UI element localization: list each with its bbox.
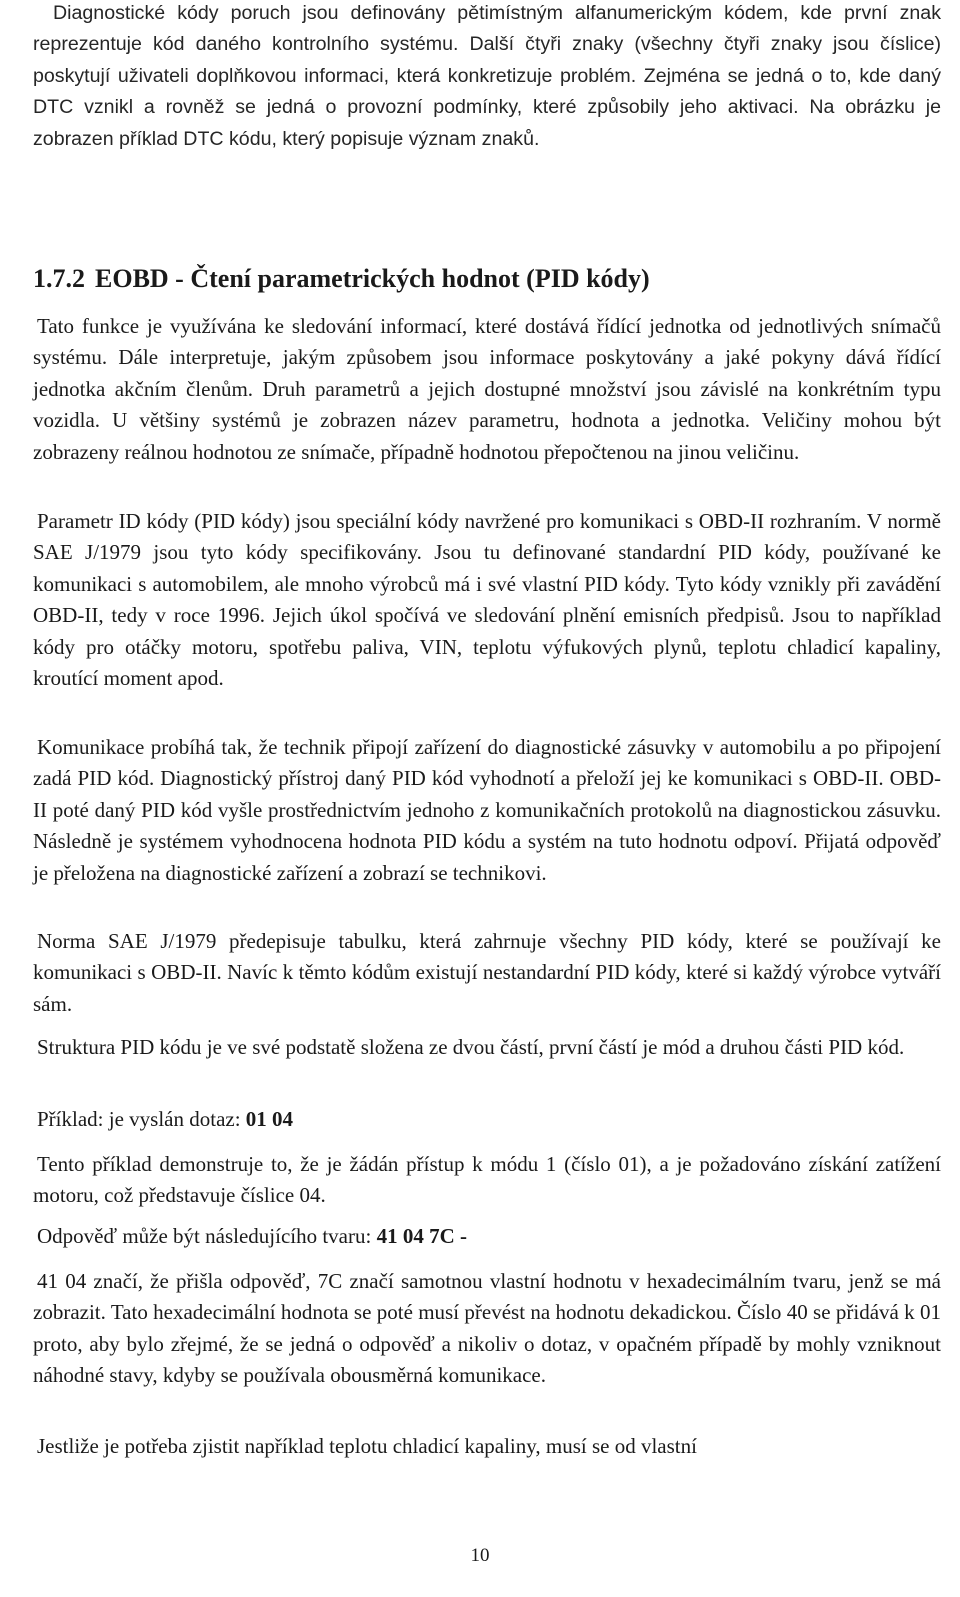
paragraph-coolant: Jestliže je potřeba zjistit například teplotu chladicí kapaliny, musí se od vlastní [37,1434,697,1458]
paragraph-response-explanation: 41 04 značí, že přišla odpověď, 7C značí samotnou vlastní hodnotu v hexadecimálním tvaru, jenž se má zobrazit. Tato hexadecimální hodnota se poté musí převést na hodnotu dekadickou. Číslo 40 se přidává k 01 proto, aby bylo zřejmé, že se jedná o odpověď a nikoliv o dotaz, v opačném případě by mohly vzniknout náhodné stavy, kdyby se používala obousměrná komunikace. [33,1269,941,1388]
page-number: 10 [470,1545,490,1566]
paragraph-standard: Norma SAE J/1979 předepisuje tabulku, která zahrnuje všechny PID kódy, které se používají ke komunikaci s OBD-II. Navíc k těmto kódům existují nestandardní PID kódy, které si každý výrobce vytváří sám. [33,929,941,1016]
paragraph-structure: Struktura PID kódu je ve své podstatě složena ze dvou částí, první částí je mód a druhou části PID kód. [37,1035,905,1059]
response-code: 41 04 7C - [376,1224,468,1248]
paragraph-function: Tato funkce je využívána ke sledování informací, které dostává řídící jednotka od jednotlivých snímačů systému. Dále interpretuje, jakým způsobem jsou informace poskytovány a jaké pokyny dává řídící jednotka akčním členům. Druh parametrů a jejich dostupné množství jsou závislé na konkrétním typu vozidla. U většiny systémů je zobrazen název parametru, hodnota a jednotka. Veličiny mohou být zobrazeny reálnou hodnotou ze snímače, případně hodnotou přepočtenou na jinou veličinu. [33,314,941,464]
section-number: 1.7.2 [33,264,85,293]
example-query-code: 01 04 [245,1107,294,1131]
intro-paragraph: Diagnostické kódy poruch jsou definovány pětimístným alfanumerickým kódem, kde první znak reprezentuje kód daného kontrolního systému. Další čtyři znaky (všechny čtyři znaky jsou číslice) poskytují uživateli doplňkovou informaci, která konkretizuje problém. Zejména se jedná o to, kde daný DTC vznikl a rovněž se jedná o provozní podmínky, které způsobily jeho aktivaci. Na obrázku je zobrazen příklad DTC kódu, který popisuje význam znaků. [33,2,941,150]
paragraph-pid-definition: Parametr ID kódy (PID kódy) jsou speciální kódy navržené pro komunikaci s OBD-II rozhraním. V normě SAE J/1979 jsou tyto kódy specifikovány. Jsou tu definované standardní PID kódy, používané ke komunikaci s automobilem, ale mnoho výrobců má i své vlastní PID kódy. Tyto kódy vznikly při zavádění OBD-II, tedy v roce 1996. Jejich úkol spočívá ve sledování plnění emisních předpisů. Jsou to například kódy pro otáčky motoru, spotřebu paliva, VIN, teplotu výfukových plynů, teplotu chladicí kapaliny, kroutící moment apod. [33,509,941,691]
response-label: Odpověď může být následujícího tvaru: [37,1224,377,1248]
paragraph-response [33,1221,941,1252]
section-title: EOBD - Čtení parametrických hodnot (PID kódy) [95,264,650,293]
paragraph-example-query [33,1104,941,1135]
paragraph-example-explanation: Tento příklad demonstruje to, že je žádán přístup k módu 1 (číslo 01), a je požadováno získání zatížení motoru, což představuje číslice 04. [33,1152,941,1208]
example-query-label: Příklad: je vyslán dotaz: [37,1107,246,1131]
section-heading [33,264,650,294]
paragraph-communication: Komunikace probíhá tak, že technik připojí zařízení do diagnostické zásuvky v automobilu a po připojení zadá PID kód. Diagnostický přístroj daný PID kód vyhodnotí a přeloží jej ke komunikaci s OBD-II. OBD-II poté daný PID kód vyšle prostřednictvím jednoho z komunikačních protokolů na diagnostickou zásuvku. Následně je systémem vyhodnocena hodnota PID kódu a systém na tuto hodnotu odpoví. Přijatá odpověď je přeložena na diagnostické zařízení a zobrazí se technikovi. [33,735,941,885]
